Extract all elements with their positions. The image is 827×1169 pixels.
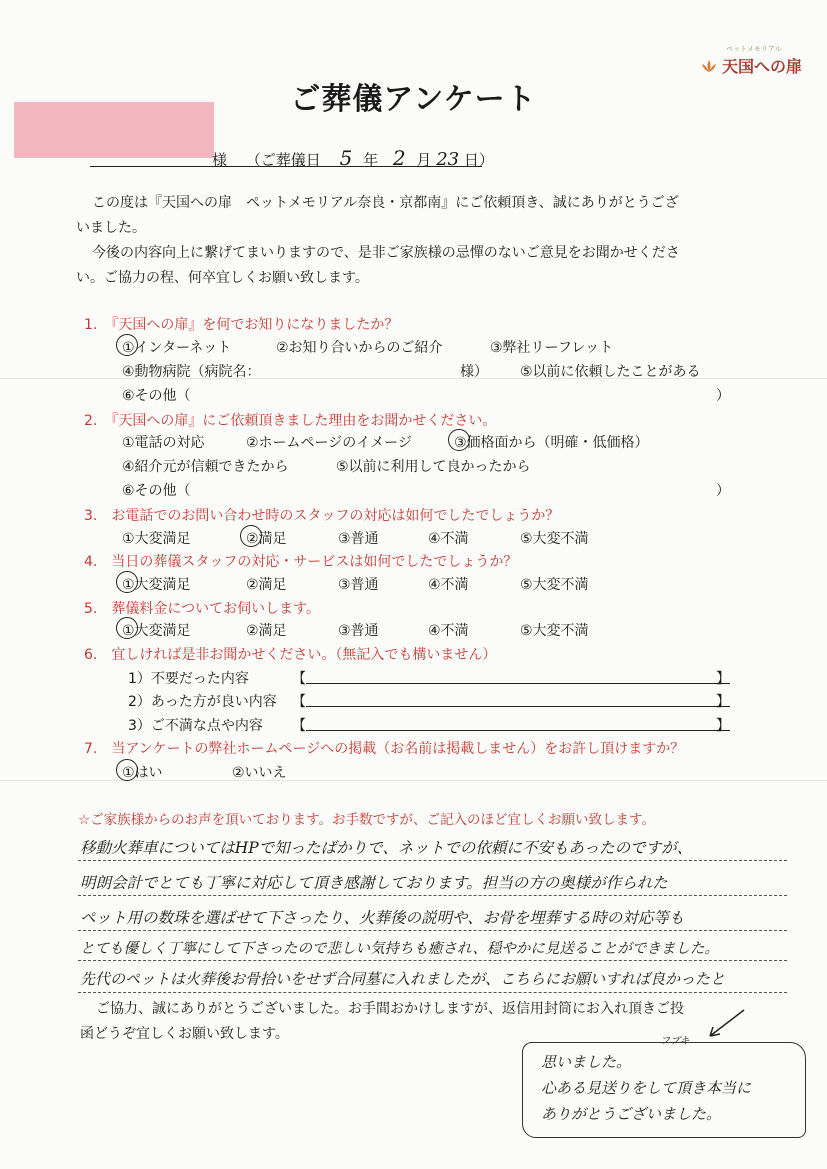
year-label: 年 bbox=[363, 151, 379, 169]
q6-item-2-open: 【 bbox=[292, 694, 306, 710]
funeral-day: 23 bbox=[436, 149, 460, 170]
ruled-line-2 bbox=[78, 895, 787, 896]
ruled-line-3 bbox=[78, 930, 787, 931]
q3-opt-2[interactable]: ②満足 bbox=[246, 531, 287, 547]
q1-opt-5[interactable]: ⑤以前に依頼したことがある bbox=[520, 364, 701, 380]
redacted-name bbox=[14, 102, 214, 158]
q7-opt-2[interactable]: ②いいえ bbox=[232, 765, 287, 781]
q4-opt-2[interactable]: ②満足 bbox=[246, 577, 287, 593]
q6-item-3-close: 】 bbox=[716, 718, 730, 734]
q5-opt-1[interactable]: ①大変満足 bbox=[122, 623, 191, 639]
comments-prompt: ☆ご家族様からのお声を頂いております。お手数ですが、ご記入のほど宜しくお願い致します。 bbox=[78, 812, 655, 828]
q4-opt-3[interactable]: ③普通 bbox=[338, 577, 379, 593]
q2-opt-1[interactable]: ①電話の対応 bbox=[122, 435, 205, 451]
q3-opt-5[interactable]: ⑤大変不満 bbox=[520, 531, 589, 547]
comment-line-2: 明朗会計でとても丁寧に対応して頂き感謝しております。担当の方の奥様が作られた bbox=[80, 874, 668, 892]
q3-answer-circle bbox=[240, 525, 262, 547]
q3-opt-1[interactable]: ①大変満足 bbox=[122, 531, 191, 547]
comment-line-1: 移動火葬車についてはHPで知ったばかりで、ネットでの依頼に不安もあったのですが、 bbox=[80, 839, 693, 857]
q5-label: 5. 葬儀料金についてお伺いします。 bbox=[84, 601, 320, 617]
q6-item-1: 1）不要だった内容 bbox=[128, 671, 249, 687]
note-line-2: 心ある見送りをして頂き本当に bbox=[541, 1079, 752, 1097]
q1-opt-1[interactable]: ①インターネット bbox=[122, 340, 232, 356]
note-line-1: 思いました。 bbox=[541, 1053, 632, 1071]
q3-opt-4[interactable]: ④不満 bbox=[428, 531, 469, 547]
q2-label: 2. 『天国への扉』にご依頼頂きました理由をお聞かせください。 bbox=[84, 413, 497, 429]
q2-answer-circle bbox=[448, 429, 470, 451]
logo bbox=[700, 44, 802, 77]
ruled-line-1 bbox=[78, 860, 787, 861]
q6-item-3-field[interactable] bbox=[306, 730, 730, 731]
q1-opt-3[interactable]: ③弊社リーフレット bbox=[490, 340, 614, 356]
q1-opt-2[interactable]: ②お知り合いからのご紹介 bbox=[276, 340, 443, 356]
comment-line-3: ペット用の数珠を選ばせて下さったり、火葬後の説明や、お骨を埋葬する時の対応等も bbox=[80, 909, 685, 927]
q1-opt-4-end: 様） bbox=[460, 364, 488, 380]
comment-line-5: 先代のペットは火葬後お骨拾いをせず合同墓に入れましたが、こちらにお願いすれば良かったと bbox=[80, 970, 726, 988]
q6-item-2-field[interactable] bbox=[306, 706, 730, 707]
q6-item-1-close: 】 bbox=[716, 671, 730, 687]
q7-label: 7. 当アンケートの弊社ホームページへの掲載（お名前は掲載しません）をお許し頂けますか？ bbox=[84, 741, 685, 757]
q4-answer-circle bbox=[116, 571, 138, 593]
q3-opt-3[interactable]: ③普通 bbox=[338, 531, 379, 547]
month-label: 月 bbox=[416, 151, 432, 169]
q1-opt-6[interactable]: ⑥その他（ bbox=[122, 388, 191, 404]
q6-label: 6. 宜しければ是非お聞かせください。（無記入でも構いません） bbox=[84, 647, 497, 663]
funeral-year: 5 bbox=[339, 146, 353, 170]
q6-item-3-open: 【 bbox=[292, 718, 306, 734]
q4-opt-1[interactable]: ①大変満足 bbox=[122, 577, 191, 593]
ruled-line-4 bbox=[78, 960, 787, 961]
q4-label: 4. 当日の葬儀スタッフの対応・サービスは如何でしたでしょうか？ bbox=[84, 554, 518, 570]
note-box bbox=[522, 1042, 806, 1138]
logo-tagline: ペットメモリアル bbox=[726, 45, 782, 53]
q1-opt-4[interactable]: ④動物病院（病院名： bbox=[122, 364, 261, 380]
intro-line-3: 今後の内容向上に繋げてまいりますので、是非ご家族様の忌憚のないご意見をお聞かせくださ bbox=[92, 245, 680, 261]
sama-label: 様 bbox=[212, 151, 228, 169]
funeral-date-open: （ご葬儀日 bbox=[245, 151, 321, 169]
intro-line-2: いました。 bbox=[76, 220, 146, 236]
ruled-line-5 bbox=[78, 992, 787, 993]
logo-text: 天国への扉 bbox=[722, 57, 803, 76]
q2-opt-2[interactable]: ②ホームページのイメージ bbox=[246, 435, 412, 451]
q5-opt-3[interactable]: ③普通 bbox=[338, 623, 379, 639]
q2-opt-6-close: ） bbox=[716, 483, 730, 499]
intro-line-4: い。ご協力の程、何卒宜しくお願い致します。 bbox=[76, 270, 369, 286]
q2-opt-4[interactable]: ④紹介元が信頼できたから bbox=[122, 459, 289, 475]
q6-item-1-field[interactable] bbox=[306, 683, 730, 684]
q5-answer-circle bbox=[116, 617, 138, 639]
intro-line-1: この度は『天国への扉 ペットメモリアル奈良・京都南』にご依頼頂き、誠にありがとうござ bbox=[92, 195, 679, 211]
q1-opt-6-close: ） bbox=[716, 388, 730, 404]
q3-label: 3. お電話でのお問い合わせ時のスタッフの対応は如何でしたでしょうか？ bbox=[84, 508, 560, 524]
note-arrow-icon bbox=[700, 1006, 750, 1046]
q4-opt-4[interactable]: ④不満 bbox=[428, 577, 469, 593]
q1-answer-circle bbox=[116, 334, 138, 356]
note-line-3: ありがとうございました。 bbox=[541, 1105, 722, 1123]
closing-line-2: 函どうぞ宜しくお願い致します。 bbox=[80, 1026, 289, 1042]
funeral-month: 2 bbox=[392, 146, 406, 170]
q7-answer-circle bbox=[116, 759, 138, 781]
comment-line-4: とても優しく丁寧にして下さったので悲しい気持ちも癒され、穏やかに見送ることができました。 bbox=[80, 941, 719, 957]
closing-line-1: ご協力、誠にありがとうございました。お手間おかけしますが、返信用封筒にお入れ頂きご投 bbox=[96, 1001, 684, 1017]
q1-label: 1. 『天国への扉』を何でお知りになりましたか？ bbox=[84, 317, 399, 333]
q6-item-2-close: 】 bbox=[716, 694, 730, 710]
q6-item-2: 2）あった方が良い内容 bbox=[128, 694, 277, 710]
lotus-icon bbox=[700, 59, 718, 73]
q2-opt-5[interactable]: ⑤以前に利用して良かったから bbox=[336, 459, 531, 475]
q5-opt-4[interactable]: ④不満 bbox=[428, 623, 469, 639]
q7-opt-1[interactable]: ①はい bbox=[122, 765, 163, 781]
q6-item-1-open: 【 bbox=[292, 671, 306, 687]
q2-opt-6[interactable]: ⑥その他（ bbox=[122, 483, 191, 499]
page-title: ご葬儀アンケート bbox=[290, 82, 537, 117]
q4-opt-5[interactable]: ⑤大変不満 bbox=[520, 577, 589, 593]
name-underline bbox=[90, 166, 482, 167]
q5-opt-5[interactable]: ⑤大変不満 bbox=[520, 623, 589, 639]
q6-item-3: 3）ご不満な点や内容 bbox=[128, 718, 263, 734]
q5-opt-2[interactable]: ②満足 bbox=[246, 623, 287, 639]
day-label: 日） bbox=[463, 151, 494, 169]
q2-opt-3[interactable]: ③価格面から（明確・低価格） bbox=[454, 435, 649, 451]
note-ruby: フブキ bbox=[660, 1036, 690, 1047]
